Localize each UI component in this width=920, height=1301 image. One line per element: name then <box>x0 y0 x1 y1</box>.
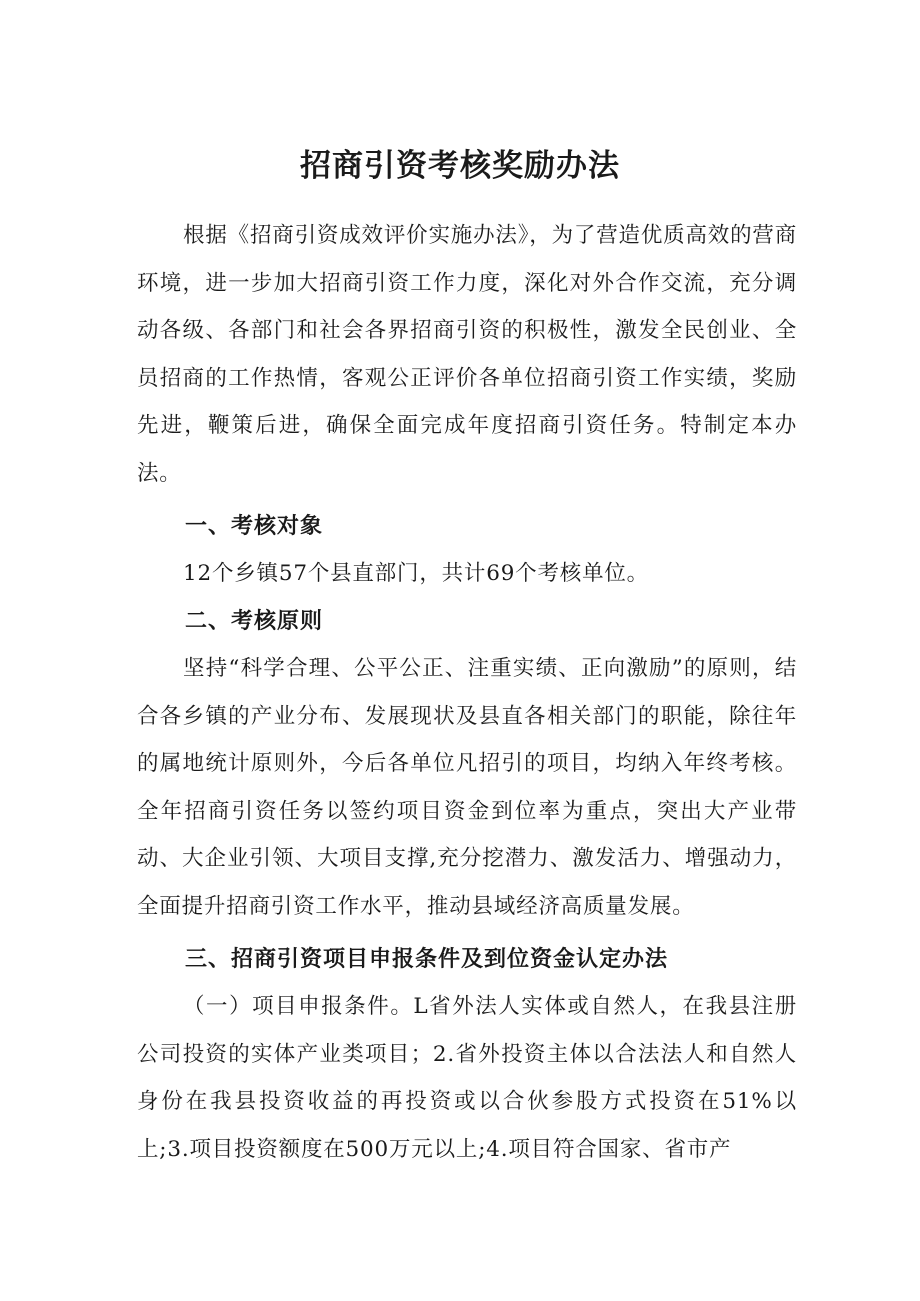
section-1-text: 12个乡镇57个县直部门，共计69个考核单位。 <box>183 561 649 586</box>
section-3-text: （一）项目申报条件。L省外法人实体或自然人，在我县注册公司投资的实体产业类项目；2.省外投资主体以合法法人和自然人身份在我县投资收益的再投资或以合伙参股方式投资在51%以上;3.项目投资额度在500万元以上;4.项目符合国家、省市产 <box>137 994 797 1162</box>
section-1-heading: 一、考核对象 <box>185 514 324 539</box>
section-2-text: 坚持“科学合理、公平公正、注重实绩、正向激励”的原则，结合各乡镇的产业分布、发展现状及县直各相关部门的职能，除往年的属地统计原则外，今后各单位凡招引的项目，均纳入年终考核。全年招商引资任务以签约项目资金到位率为重点，突出大产业带动、大企业引领、大项目支撑,充分挖潜力、激发活力、增强动力，全面提升招商引资工作水平，推动县域经济高质量发展。 <box>137 656 797 919</box>
section-2-heading: 二、考核原则 <box>185 609 324 634</box>
section-3-heading: 三、招商引资项目申报条件及到位资金认定办法 <box>185 947 669 972</box>
intro-paragraph: 根据《招商引资成效评价实施办法》，为了营造优质高效的营商环境，进一步加大招商引资工作力度，深化对外合作交流，充分调动各级、各部门和社会各界招商引资的积极性，激发全民创业、全员招商的工作热情，客观公正评价各单位招商引资工作实绩，奖励先进，鞭策后进，确保全面完成年度招商引资任务。特制定本办法。 <box>137 223 797 486</box>
document-title: 招商引资考核奖励办法 <box>300 148 620 184</box>
